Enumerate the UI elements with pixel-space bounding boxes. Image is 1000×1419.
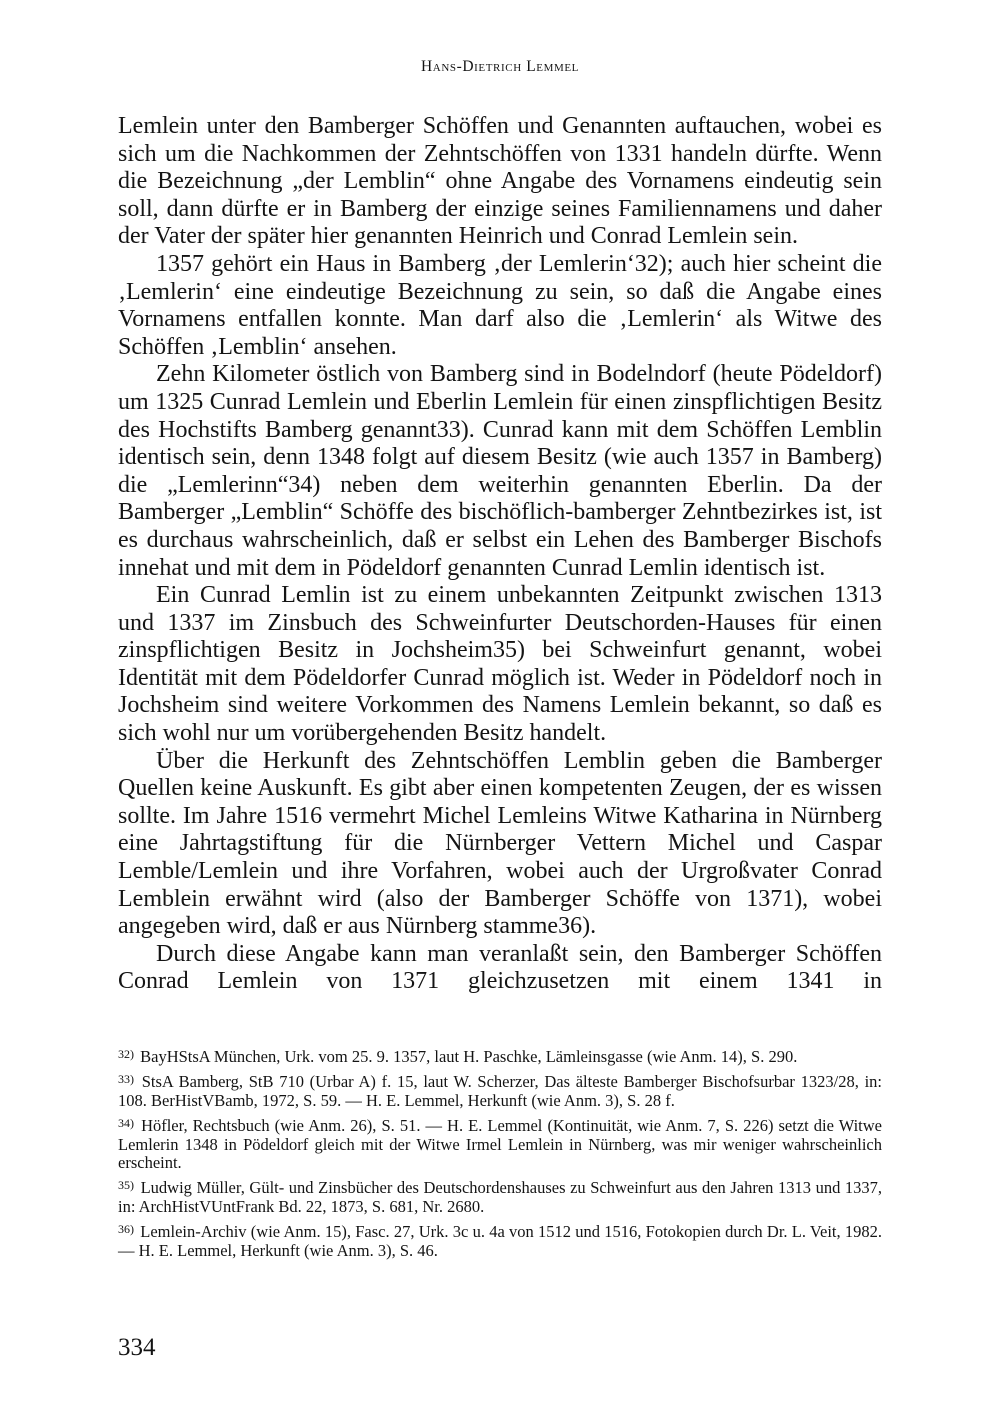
footnote-number: 32) xyxy=(118,1047,134,1061)
body-text xyxy=(118,113,882,996)
footnote-number: 36) xyxy=(118,1222,134,1237)
footnote-number: 34) xyxy=(118,1116,134,1131)
page-number: 334 xyxy=(118,1334,156,1361)
footnote-text: Lemlein-Archiv (wie Anm. 15), Fasc. 27, Urk. 3c u. 4a von 1512 und 1516, Fotokopien durch Dr. L. Veit, 1982. — H. E. Lemmel, Herkunft (wie Anm. 3), S. 46. xyxy=(118,1222,883,1260)
footnote-text: StsA Bamberg, StB 710 (Urbar A) f. 15, laut W. Scherzer, Das älteste Bamberger Bischofsurbar 1323/28, in: 108. BerHistVBamb, 1972, S. 59. — H. E. Lemmel, Herkunft (wie Anm. 3), S. 28 f. xyxy=(118,1072,882,1110)
footnote-number: 33) xyxy=(118,1072,134,1087)
running-head: Hans-Dietrich Lemmel xyxy=(421,58,579,75)
footnote-number: 35) xyxy=(118,1178,134,1193)
footnote xyxy=(118,1045,882,1066)
footnote xyxy=(118,1114,882,1172)
paragraph: Durch diese Angabe kann man veranlaßt sein, den Bamberger Schöffen Conrad Lemlein von 1371 gleichzusetzen mit einem 1341 in xyxy=(118,940,882,995)
footnote-text: BayHStsA München, Urk. vom 25. 9. 1357, laut H. Paschke, Lämleinsgasse (wie Anm. 14), S. 290. xyxy=(140,1047,798,1066)
footnote-text: Ludwig Müller, Gült- und Zinsbücher des Deutschordenshauses zu Schweinfurt aus den Jahren 1313 und 1337, in: ArchHistVUntFrank Bd. 22, 1873, S. 681, Nr. 2680. xyxy=(118,1178,883,1216)
footnote-text: Höfler, Rechtsbuch (wie Anm. 26), S. 51. — H. E. Lemmel (Kontinuität, wie Anm. 7, S. 226) setzt die Witwe Lemlerin 1348 in Pödeldorf gleich mit der Witwe Irmel Lemlein in Nürnberg, was mir weniger wahrscheinlich erscheint. xyxy=(118,1116,883,1173)
footnote xyxy=(118,1220,882,1260)
footnote xyxy=(118,1176,882,1216)
paragraph: Über die Herkunft des Zehntschöffen Lemblin geben die Bamberger Quellen keine Auskunft. Es gibt aber einen kompetenten Zeugen, der es wissen sollte. Im Jahre 1516 vermehrt Michel Lemleins Witwe Katharina in Nürnberg eine Jahrtagstiftung für die Nürnberger Vettern Michel und Caspar Lemble/Lemlein und ihre Vorfahren, wobei auch der Urgroßvater Conrad Lemblein erwähnt wird (also der Bamberger Schöffe von 1371), wobei angegeben wird, daß er aus Nürnberg stamme36). xyxy=(118,747,882,940)
footnotes xyxy=(118,1045,882,1264)
paragraph: Lemlein unter den Bamberger Schöffen und Genannten auftauchen, wobei es sich um die Nachkommen der Zehntschöffen von 1331 handeln dürfte. Wenn die Bezeichnung „der Lemblin“ ohne Angabe des Vornamens eindeutig sein soll, dann dürfte er in Bamberg der einzige seines Familiennamens und daher der Vater der später hier genannten Heinrich und Conrad Lemlein sein. xyxy=(118,113,882,250)
footnote xyxy=(118,1070,882,1110)
paragraph: 1357 gehört ein Haus in Bamberg ‚der Lemlerin‘32); auch hier scheint die ‚Lemlerin‘ eine eindeutige Bezeichnung zu sein, so daß die Angabe eines Vornamens entfallen konnte. Man darf also die ‚Lemlerin‘ als Witwe des Schöffen ‚Lemblin‘ ansehen. xyxy=(118,250,882,360)
book-page xyxy=(118,0,882,1419)
paragraph: Ein Cunrad Lemlin ist zu einem unbekannten Zeitpunkt zwischen 1313 und 1337 im Zinsbuch des Schweinfurter Deutschorden-Hauses für einen zinspflichtigen Besitz in Jochsheim35) bei Schweinfurt genannt, wobei Identität mit dem Pödeldorfer Cunrad möglich ist. Weder in Pödeldorf noch in Jochsheim sind weitere Vorkommen des Namens Lemlein bekannt, so daß es sich wohl nur um vorübergehenden Besitz handelt. xyxy=(118,582,882,747)
paragraph: Zehn Kilometer östlich von Bamberg sind in Bodelndorf (heute Pödeldorf) um 1325 Cunrad Lemlein und Eberlin Lemlein für einen zinspflichtigen Besitz des Hochstifts Bamberg genannt33). Cunrad kann mit dem Schöffen Lemblin identisch sein, denn 1348 folgt auf diesem Besitz (wie auch 1357 in Bamberg) die „Lemlerinn“34) neben dem weiterhin genannten Eberlin. Da der Bamberger „Lemblin“ Schöffe des bischöflich-bamberger Zehntbezirkes ist, ist es durchaus wahrscheinlich, daß er selbst ein Lehen des Bamberger Bischofs innehat und mit dem in Pödeldorf genannten Cunrad Lemlin identisch ist. xyxy=(118,361,882,581)
